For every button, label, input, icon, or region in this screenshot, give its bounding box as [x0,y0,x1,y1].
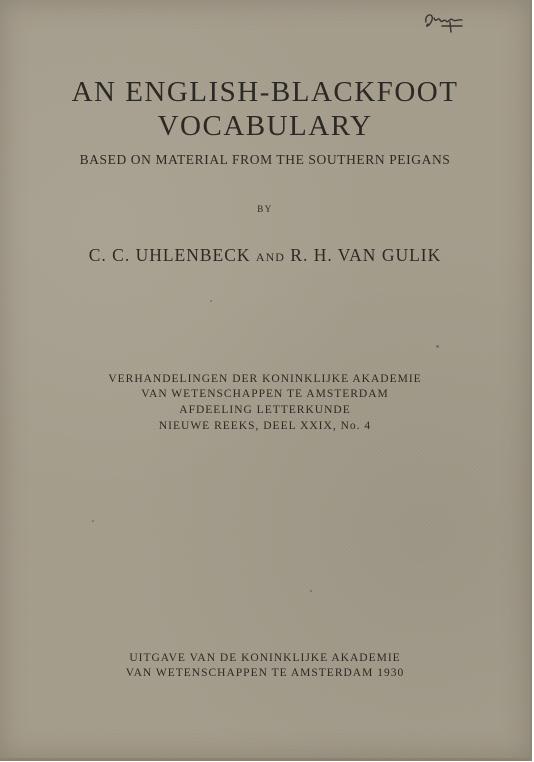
title-line-1: AN ENGLISH-BLACKFOOT [71,76,459,108]
paper-speck [436,345,439,348]
series-line-1: VERHANDELINGEN DER KONINKLIJKE AKADEMIE [108,373,422,385]
series-line-3: AFDEELING LETTERKUNDE [179,404,351,416]
publisher-line-1: UITGAVE VAN DE KONINKLIJKE AKADEMIE [129,652,401,664]
authors-line [0,245,530,266]
paper-speck [210,300,212,302]
series-line-2: VAN WETENSCHAPPEN TE AMSTERDAM [141,388,389,400]
author-1: C. C. UHLENBECK [88,245,251,265]
author-2: R. H. VAN GULIK [290,245,442,265]
subtitle: BASED ON MATERIAL FROM THE SOUTHERN PEIGANS [79,152,451,167]
paper-speck [92,520,94,522]
title-line-2: VOCABULARY [157,110,373,142]
and-conjunction: AND [255,250,285,264]
paper-speck [310,590,312,592]
publisher-line-2: VAN WETENSCHAPPEN TE AMSTERDAM 1930 [125,667,405,679]
series-line-4: NIEUWE REEKS, DEEL XXIX, No. 4 [158,420,372,432]
handwritten-mark-icon [420,8,468,34]
by-label: BY [257,204,273,214]
